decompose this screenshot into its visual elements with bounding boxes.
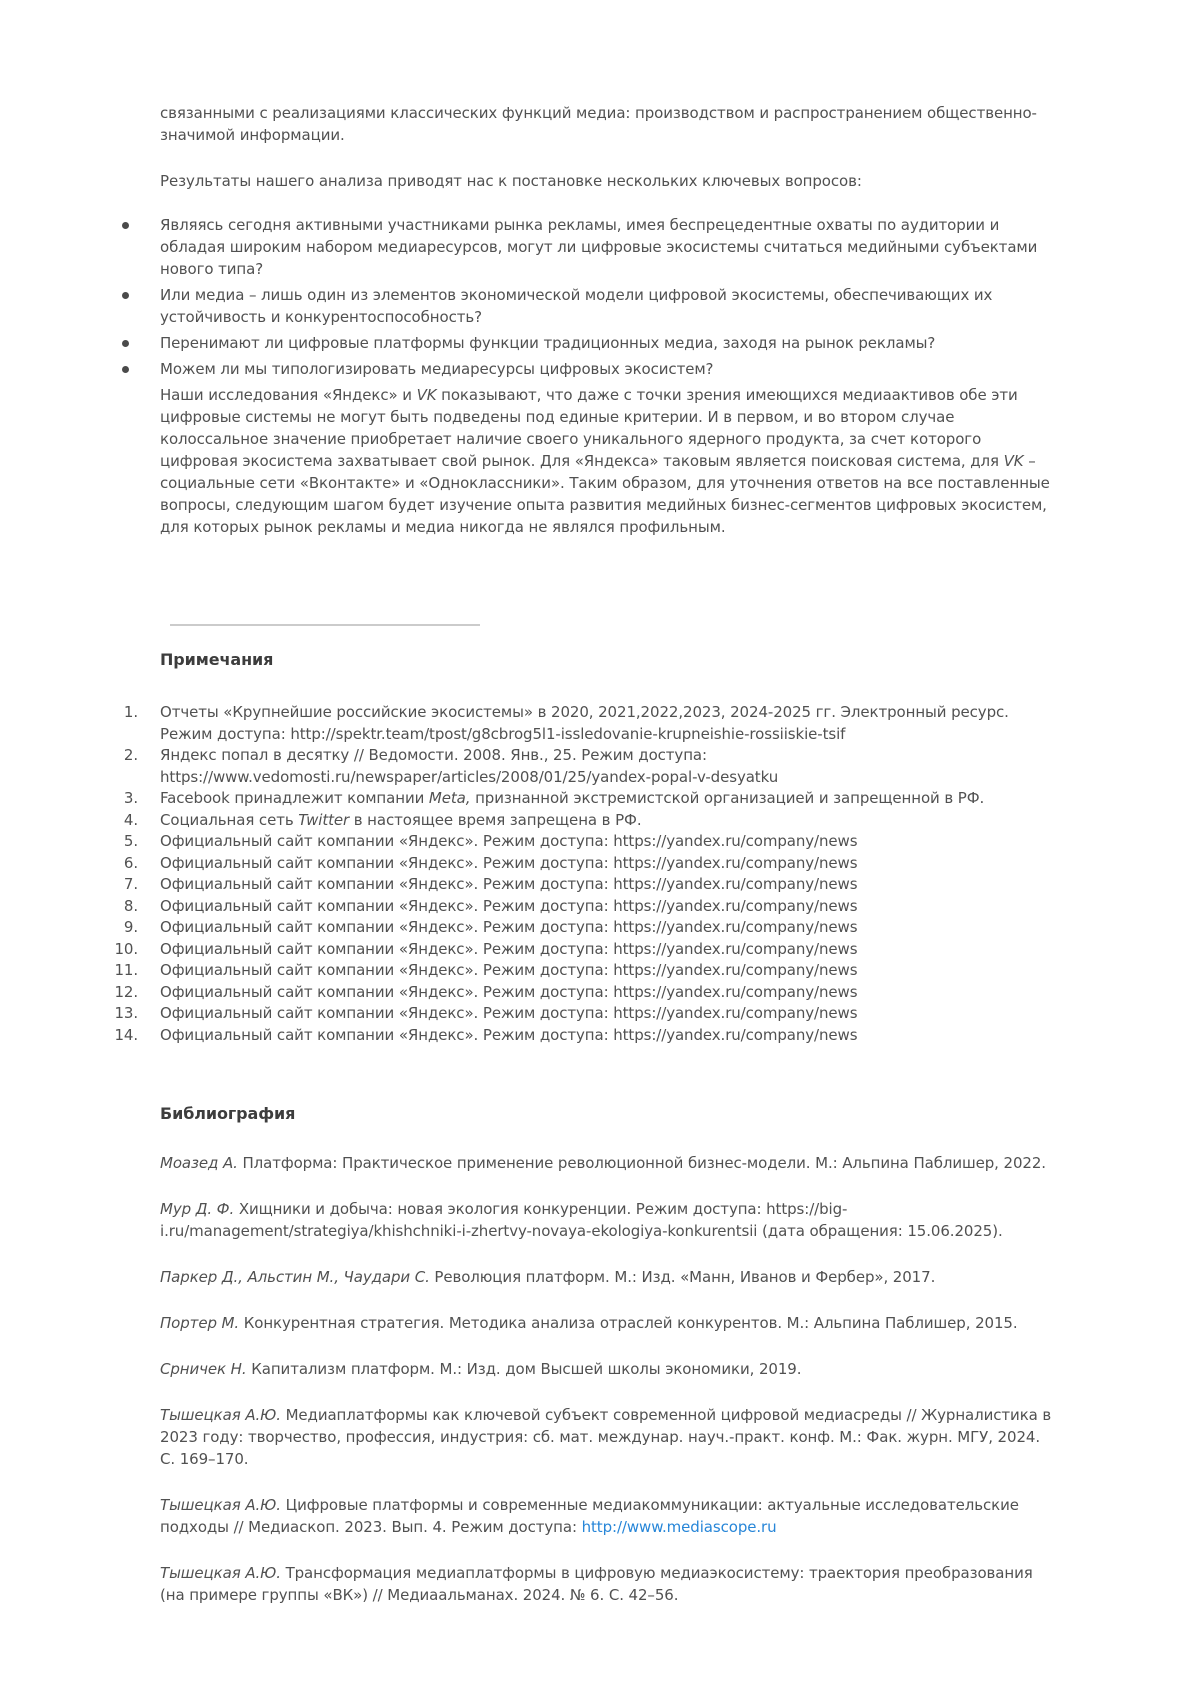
intro-paragraph: связанными с реализациями классических функций медиа: производством и распространением общественно-значимой информации. — [160, 104, 1037, 144]
note-item — [160, 745, 1052, 788]
text-run: – социальные сети «Вконтакте» и «Одноклассники». Таким образом, для уточнения ответов на все поставленные вопросы, следующим шагом будет изучение опыта развития медийных бизнес-сегментов цифровых экосистем, для которых рынок рекламы и медиа никогда не являлся профильным. — [160, 452, 1050, 536]
bibliography-entry — [160, 1562, 1052, 1606]
text-run: Перенимают ли цифровые платформы функции традиционных медиа, заходя на рынок рекламы? — [160, 334, 936, 352]
note-item — [160, 788, 1052, 810]
note-item — [160, 917, 1052, 939]
bibliography-entry — [160, 1266, 1052, 1288]
text-run: Капитализм платформ. М.: Изд. дом Высшей школы экономики, 2019. — [246, 1360, 802, 1378]
text-run: Официальный сайт компании «Яндекс». Режим доступа: https://yandex.ru/company/news — [160, 1025, 858, 1044]
text-run: Наши исследования «Яндекс» и — [160, 386, 417, 404]
bibliography-entry — [160, 1152, 1052, 1174]
text-run: Социальная сеть — [160, 810, 299, 829]
text-run: Официальный сайт компании «Яндекс». Режим доступа: https://yandex.ru/company/news — [160, 1004, 858, 1022]
text-run: показывают, что даже с точки зрения имеющихся медиаактивов обе эти цифровые системы не могут быть подведены под единые критерии. И в первом, и во втором случае колоссальное значение приобретает наличие своего уникального ядерного продукта, за счет которого цифровая экосистема захватывает свой рынок. Для «Яндекса» таковым является поисковая система, для — [160, 386, 1018, 470]
note-item — [160, 960, 1052, 982]
text-run: Официальный сайт компании «Яндекс». Режим доступа: https://yandex.ru/company/news — [160, 853, 858, 872]
text-run: Официальный сайт компании «Яндекс». Режим доступа: https://yandex.ru/company/news — [160, 918, 858, 936]
text-run: Являясь сегодня активными участниками рынка рекламы, имея беспрецедентные охваты по аудитории и обладая широким набором медиаресурсов, могут ли цифровые экосистемы считаться медийными субъектами нового типа? — [160, 216, 1038, 278]
italic-text: Тышецкая А.Ю. — [160, 1564, 281, 1582]
text-run: Революция платформ. М.: Изд. «Манн, Иванов и Фербер», 2017. — [429, 1268, 936, 1286]
italic-text: Мур Д. Ф. — [160, 1200, 235, 1218]
bibliography-heading: Библиография — [160, 1104, 296, 1123]
questions-list — [160, 214, 1052, 380]
text-run: Платформа: Практическое применение революционной бизнес-модели. М.: Альпина Паблишер, 2022. — [237, 1154, 1046, 1172]
text-run: признанной экстремистской организацией и запрещенной в РФ. — [470, 789, 985, 807]
bibliography-entry — [160, 1358, 1052, 1380]
text-run: Официальный сайт компании «Яндекс». Режим доступа: https://yandex.ru/company/news — [160, 939, 858, 958]
question-item — [160, 214, 1052, 280]
note-item — [160, 982, 1052, 1004]
italic-text: Тышецкая А.Ю. — [160, 1496, 281, 1514]
italic-text: Срничек Н. — [160, 1360, 247, 1378]
text-run: Официальный сайт компании «Яндекс». Режим доступа: https://yandex.ru/company/news — [160, 875, 858, 893]
note-item — [160, 874, 1052, 896]
text-run: Цифровые платформы и современные медиакоммуникации: актуальные исследовательские подходы // Медиаскоп. 2023. Вып. 4. Режим доступа: — [160, 1496, 1019, 1536]
italic-text: Twitter — [298, 810, 350, 829]
lead-paragraph: Результаты нашего анализа приводят нас к постановке нескольких ключевых вопросов: — [160, 172, 862, 190]
text-run: Или медиа – лишь один из элементов экономической модели цифровой экосистемы, обеспечивающих их устойчивость и конкурентоспособность? — [160, 286, 993, 326]
text-run: Яндекс попал в десятку // Ведомости. 2008. Янв., 25. Режим доступа: https://www.vedomosti.ru/newspaper/articles/2008/01/25/yandex-popal-v-desyatku — [160, 746, 779, 786]
italic-text: Портер М. — [160, 1314, 240, 1332]
text-run: Официальный сайт компании «Яндекс». Режим доступа: https://yandex.ru/company/news — [160, 832, 858, 850]
italic-text: Meta, — [428, 789, 471, 807]
note-item — [160, 702, 1052, 745]
conclusion-paragraph — [160, 384, 1052, 538]
mediascope-link[interactable]: http://www.mediascope.ru — [581, 1518, 777, 1536]
note-item — [160, 1003, 1052, 1025]
question-item — [160, 284, 1052, 328]
text-run: Медиаплатформы как ключевой субъект современной цифровой медиасреды // Журналистика в 2023 году: творчество, профессия, индустрия: сб. мат. междунар. науч.-практ. конф. М.: Фак. журн. МГУ, 2024. С. 169–170. — [160, 1406, 1052, 1468]
text-run: Хищники и добыча: новая экология конкуренции. Режим доступа: https://big-i.ru/management/strategiya/khishchniki-i-zhertvy-novaya-ekologiya-konkurentsii (дата обращения: 15.06.2025). — [160, 1200, 1003, 1240]
italic-text: VK — [1003, 452, 1024, 470]
note-item — [160, 831, 1052, 853]
text-run: Официальный сайт компании «Яндекс». Режим доступа: https://yandex.ru/company/news — [160, 896, 858, 915]
note-item — [160, 939, 1052, 961]
note-item — [160, 1025, 1052, 1047]
text-run: Можем ли мы типологизировать медиаресурсы цифровых экосистем? — [160, 360, 714, 378]
note-item — [160, 853, 1052, 875]
bibliography-entry — [160, 1312, 1052, 1334]
note-item — [160, 810, 1052, 832]
text-run: Трансформация медиаплатформы в цифровую медиаэкосистему: траектория преобразования (на примере группы «ВК») // Медиаальманах. 2024. № 6. С. 42–56. — [160, 1564, 1033, 1604]
notes-heading: Примечания — [160, 650, 274, 669]
italic-text: Тышецкая А.Ю. — [160, 1406, 281, 1424]
bibliography-entry — [160, 1494, 1052, 1538]
notes-list — [160, 702, 1052, 1046]
bibliography-entry — [160, 1404, 1052, 1470]
question-item — [160, 332, 1052, 354]
text-run: Официальный сайт компании «Яндекс». Режим доступа: https://yandex.ru/company/news — [160, 961, 858, 979]
note-item — [160, 896, 1052, 918]
text-run: Конкурентная стратегия. Методика анализа отраслей конкурентов. М.: Альпина Паблишер, 2015. — [239, 1314, 1018, 1332]
question-item — [160, 358, 1052, 380]
bibliography-list — [160, 1152, 1052, 1606]
italic-text: VK — [416, 386, 437, 404]
text-run: Facebook принадлежит компании — [160, 789, 429, 807]
bibliography-entry — [160, 1198, 1052, 1242]
section-divider — [170, 624, 480, 626]
italic-text: Паркер Д., Альстин М., Чаудари С. — [160, 1268, 430, 1286]
text-run: Отчеты «Крупнейшие российские экосистемы» в 2020, 2021,2022,2023, 2024-2025 гг. Электронный ресурс. Режим доступа: http://spektr.team/tpost/g8cbrog5l1-issledovanie-krupneishie-rossiiskie-tsif — [160, 703, 1009, 743]
text-run: в настоящее время запрещена в РФ. — [349, 810, 642, 829]
text-run: Официальный сайт компании «Яндекс». Режим доступа: https://yandex.ru/company/news — [160, 982, 858, 1001]
italic-text: Моазед А. — [160, 1154, 238, 1172]
